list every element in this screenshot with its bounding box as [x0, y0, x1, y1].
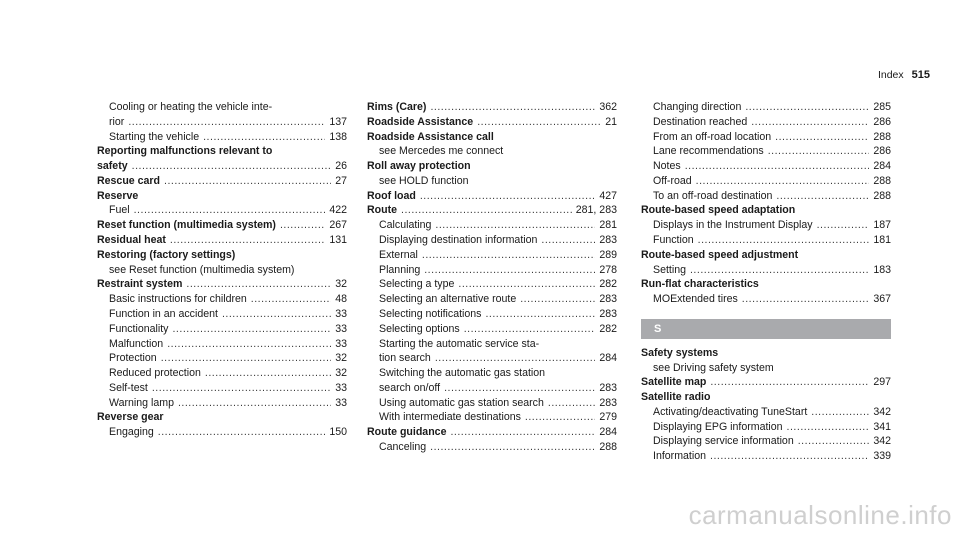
- entry-label: Displaying service information: [653, 435, 794, 448]
- entry-label: Changing direction: [653, 101, 742, 113]
- index-subentry: [97, 116, 347, 130]
- index-subentry: [367, 352, 617, 366]
- dot-leader: [811, 406, 869, 420]
- index-subentry: Switching the automatic gas station: [379, 367, 546, 380]
- page-reference: 137: [329, 115, 347, 128]
- entry-label: Self-test: [109, 381, 148, 394]
- index-entry: [97, 175, 347, 189]
- page-reference: 33: [335, 337, 347, 350]
- index-entry: [97, 234, 347, 248]
- entry-label: Selecting a type: [379, 278, 455, 291]
- dot-leader: [464, 323, 596, 337]
- entry-label: Restraint system: [97, 278, 183, 291]
- dot-leader: [450, 426, 595, 440]
- index-entry: [367, 426, 617, 440]
- index-subentry: see HOLD function: [379, 174, 469, 187]
- index-subentry: [641, 450, 891, 464]
- entry-label: Reset function (multimedia system): [97, 219, 276, 232]
- page-reference: 283: [599, 293, 617, 306]
- index-heading: Reserve: [97, 189, 139, 202]
- dot-leader: [164, 175, 331, 189]
- entry-label: Planning: [379, 263, 421, 276]
- dot-leader: [172, 323, 331, 337]
- index-subentry: [641, 131, 891, 145]
- page-reference: 288: [873, 189, 891, 202]
- entry-label: Information: [653, 450, 706, 463]
- index-entry: [641, 376, 891, 390]
- index-heading: Satellite radio: [641, 391, 711, 404]
- index-subentry: [97, 382, 347, 396]
- dot-leader: [485, 308, 595, 322]
- dot-leader: [435, 219, 595, 233]
- entry-label: Destination reached: [653, 115, 748, 128]
- index-subentry: [641, 234, 891, 248]
- page-reference: 288: [873, 174, 891, 187]
- dot-leader: [251, 293, 331, 307]
- entry-label: Displaying destination information: [379, 234, 538, 247]
- dot-leader: [768, 145, 870, 159]
- entry-label: Displaying EPG information: [653, 420, 783, 433]
- dot-leader: [458, 278, 595, 292]
- page-reference: 288: [599, 440, 617, 453]
- entry-label: Basic instructions for children: [109, 293, 247, 306]
- page-reference: 283: [599, 396, 617, 409]
- entry-label: Starting the vehicle: [109, 130, 200, 143]
- index-subentry: [641, 264, 891, 278]
- dot-leader: [424, 264, 595, 278]
- dot-leader: [422, 249, 595, 263]
- index-entry: [97, 160, 347, 174]
- entry-label: Function in an accident: [109, 307, 218, 320]
- page-reference: 267: [329, 219, 347, 232]
- index-subentry: [97, 323, 347, 337]
- index-entry: [367, 204, 617, 218]
- dot-leader: [548, 397, 595, 411]
- index-subentry: see Driving safety system: [653, 361, 774, 374]
- page-reference: 282: [599, 278, 617, 291]
- index-subentry: [641, 160, 891, 174]
- index-subentry: [367, 411, 617, 425]
- dot-leader: [444, 382, 595, 396]
- page-reference: 362: [599, 101, 617, 113]
- entry-label: Satellite map: [641, 376, 707, 389]
- entry-label: Functionality: [109, 322, 169, 335]
- entry-label: Selecting notifications: [379, 307, 482, 320]
- entry-label: Residual heat: [97, 234, 166, 247]
- entry-label: Rims (Care): [367, 101, 427, 113]
- index-subentry: [97, 293, 347, 307]
- entry-label: Reduced protection: [109, 367, 201, 380]
- index-subentry: [641, 175, 891, 189]
- dot-leader: [435, 352, 595, 366]
- entry-label: Using automatic gas station search: [379, 396, 544, 409]
- entry-label: To an off-road destination: [653, 189, 773, 202]
- index-subentry: [367, 249, 617, 263]
- page-reference: 367: [873, 293, 891, 306]
- entry-label: Protection: [109, 352, 157, 365]
- entry-label: Displays in the Instrument Display: [653, 219, 813, 232]
- page-reference: 283: [599, 381, 617, 394]
- dot-leader: [167, 338, 331, 352]
- index-subentry: [97, 308, 347, 322]
- entry-label: Roadside Assistance: [367, 115, 474, 128]
- index-entry: [367, 101, 617, 115]
- index-subentry: [641, 421, 891, 435]
- dot-leader: [520, 293, 595, 307]
- index-heading: Roadside Assistance call: [367, 130, 494, 143]
- page-reference: 33: [335, 322, 347, 335]
- index-subentry: [367, 308, 617, 322]
- dot-leader: [152, 382, 331, 396]
- entry-label: rior: [109, 115, 125, 128]
- index-heading: Restoring (factory settings): [97, 248, 236, 261]
- index-column-2: [367, 101, 617, 456]
- page-reference: 284: [599, 352, 617, 365]
- page-reference: 281: [599, 219, 617, 232]
- dot-leader: [401, 204, 572, 218]
- dot-leader: [222, 308, 331, 322]
- dot-leader: [798, 435, 870, 449]
- index-subentry: [641, 145, 891, 159]
- page-reference: 183: [873, 263, 891, 276]
- entry-label: search on/off: [379, 381, 441, 394]
- dot-leader: [696, 175, 870, 189]
- index-heading: Reverse gear: [97, 411, 164, 424]
- entry-label: Selecting an alternative route: [379, 293, 517, 306]
- page-header: [878, 69, 930, 81]
- page-reference: 32: [335, 278, 347, 291]
- page-reference: 297: [873, 376, 891, 389]
- page-reference: 339: [873, 450, 891, 463]
- entry-label: Roof load: [367, 189, 416, 202]
- dot-leader: [775, 131, 869, 145]
- index-entry: [97, 278, 347, 292]
- entry-label: Malfunction: [109, 337, 164, 350]
- entry-label: MOExtended tires: [653, 293, 738, 306]
- entry-label: Engaging: [109, 426, 154, 439]
- index-subentry: [367, 397, 617, 411]
- index-subentry: [97, 352, 347, 366]
- page-reference: 26: [335, 160, 347, 173]
- section-letter-header: S: [641, 319, 891, 339]
- dot-leader: [745, 101, 869, 115]
- page-reference: 284: [599, 426, 617, 439]
- entry-label: Rescue card: [97, 174, 161, 187]
- page-reference: 32: [335, 367, 347, 380]
- dot-leader: [178, 397, 331, 411]
- page-reference: 48: [335, 293, 347, 306]
- entry-label: Fuel: [109, 204, 130, 217]
- index-column-1: [97, 101, 347, 441]
- page-reference: 422: [329, 204, 347, 217]
- index-subentry: [367, 264, 617, 278]
- watermark: carmanualsonline.info: [688, 500, 952, 530]
- index-heading: Safety systems: [641, 346, 719, 359]
- index-heading: Route-based speed adjustment: [641, 248, 799, 261]
- index-entry: [367, 190, 617, 204]
- page-reference: 286: [873, 115, 891, 128]
- page-reference: 283: [599, 234, 617, 247]
- index-subentry: [641, 116, 891, 130]
- dot-leader: [710, 376, 869, 390]
- entry-label: Setting: [653, 263, 686, 276]
- entry-label: Activating/deactivating TuneStart: [653, 405, 808, 418]
- page-reference: 282: [599, 322, 617, 335]
- index-heading: Reporting malfunctions relevant to: [97, 145, 273, 158]
- page-reference: 288: [873, 130, 891, 143]
- page-reference: 33: [335, 381, 347, 394]
- index-subentry: [97, 338, 347, 352]
- dot-leader: [134, 204, 326, 218]
- entry-label: Notes: [653, 160, 681, 173]
- index-subentry: [367, 293, 617, 307]
- page-reference: 131: [329, 234, 347, 247]
- index-subentry: see Mercedes me connect: [379, 145, 504, 158]
- dot-leader: [690, 264, 869, 278]
- entry-label: Calculating: [379, 219, 432, 232]
- index-heading: Route-based speed adaptation: [641, 204, 796, 217]
- entry-label: tion search: [379, 352, 431, 365]
- dot-leader: [751, 116, 869, 130]
- index-subentry: see Reset function (multimedia system): [109, 263, 295, 276]
- entry-label: Lane recommendations: [653, 145, 764, 158]
- page-reference: 342: [873, 405, 891, 418]
- page-reference: 278: [599, 263, 617, 276]
- page-reference: 284: [873, 160, 891, 173]
- entry-label: Function: [653, 234, 694, 247]
- page-reference: 181: [873, 234, 891, 247]
- entry-label: Route guidance: [367, 426, 447, 439]
- index-subentry: [641, 435, 891, 449]
- index-subentry: [367, 234, 617, 248]
- dot-leader: [710, 450, 869, 464]
- entry-label: Route: [367, 204, 398, 217]
- index-subentry: Starting the automatic service sta-: [379, 337, 540, 350]
- dot-leader: [787, 421, 870, 435]
- index-subentry: [641, 406, 891, 420]
- page-reference: 33: [335, 396, 347, 409]
- index-subentry: [97, 131, 347, 145]
- dot-leader: [477, 116, 601, 130]
- dot-leader: [698, 234, 870, 248]
- index-subentry: [97, 426, 347, 440]
- index-subentry: [641, 190, 891, 204]
- index-subentry: Cooling or heating the vehicle inte-: [109, 101, 273, 113]
- page-reference: 33: [335, 307, 347, 320]
- page-reference: 286: [873, 145, 891, 158]
- entry-label: safety: [97, 160, 128, 173]
- index-subentry: [97, 367, 347, 381]
- index-entry: [367, 116, 617, 130]
- dot-leader: [203, 131, 325, 145]
- index-heading: Roll away protection: [367, 160, 471, 173]
- index-heading: Run-flat characteristics: [641, 278, 759, 291]
- dot-leader: [430, 441, 595, 455]
- page-reference: 341: [873, 420, 891, 433]
- page-reference: 279: [599, 411, 617, 424]
- dot-leader: [420, 190, 595, 204]
- index-subentry: [97, 397, 347, 411]
- index-entry: [97, 219, 347, 233]
- page-reference: 138: [329, 130, 347, 143]
- dot-leader: [161, 352, 332, 366]
- dot-leader: [817, 219, 870, 233]
- index-subentry: [367, 219, 617, 233]
- header-label: Index: [877, 69, 904, 81]
- page-reference: 285: [873, 101, 891, 113]
- dot-leader: [742, 293, 870, 307]
- dot-leader: [205, 367, 331, 381]
- index-subentry: [367, 278, 617, 292]
- index-subentry: [367, 441, 617, 455]
- entry-label: With intermediate destinations: [379, 411, 521, 424]
- index-subentry: [641, 293, 891, 307]
- index-subentry: [641, 219, 891, 233]
- page-reference: 342: [873, 435, 891, 448]
- index-subentry: [367, 323, 617, 337]
- dot-leader: [541, 234, 595, 248]
- index-subentry: [97, 204, 347, 218]
- dot-leader: [158, 426, 326, 440]
- page-reference: 150: [329, 426, 347, 439]
- page-reference: 27: [335, 174, 347, 187]
- dot-leader: [132, 160, 332, 174]
- entry-label: Off-road: [653, 174, 692, 187]
- dot-leader: [685, 160, 870, 174]
- dot-leader: [525, 411, 595, 425]
- entry-label: From an off-road location: [653, 130, 772, 143]
- index-subentry: [367, 382, 617, 396]
- dot-leader: [170, 234, 325, 248]
- dot-leader: [186, 278, 331, 292]
- entry-label: External: [379, 248, 418, 261]
- page-reference: 283: [599, 307, 617, 320]
- page-reference: 32: [335, 352, 347, 365]
- dot-leader: [776, 190, 869, 204]
- entry-label: Warning lamp: [109, 396, 174, 409]
- dot-leader: [280, 219, 325, 233]
- index-subentry: [641, 101, 891, 115]
- page-reference: 21: [605, 115, 617, 128]
- page-reference: 427: [599, 189, 617, 202]
- page-reference: 187: [873, 219, 891, 232]
- page-reference: 281, 283: [575, 204, 617, 217]
- entry-label: Selecting options: [379, 322, 460, 335]
- entry-label: Canceling: [379, 440, 427, 453]
- index-column-3: [641, 101, 891, 465]
- dot-leader: [128, 116, 325, 130]
- page-reference: 289: [599, 248, 617, 261]
- dot-leader: [430, 101, 595, 115]
- page-number: 515: [911, 69, 930, 81]
